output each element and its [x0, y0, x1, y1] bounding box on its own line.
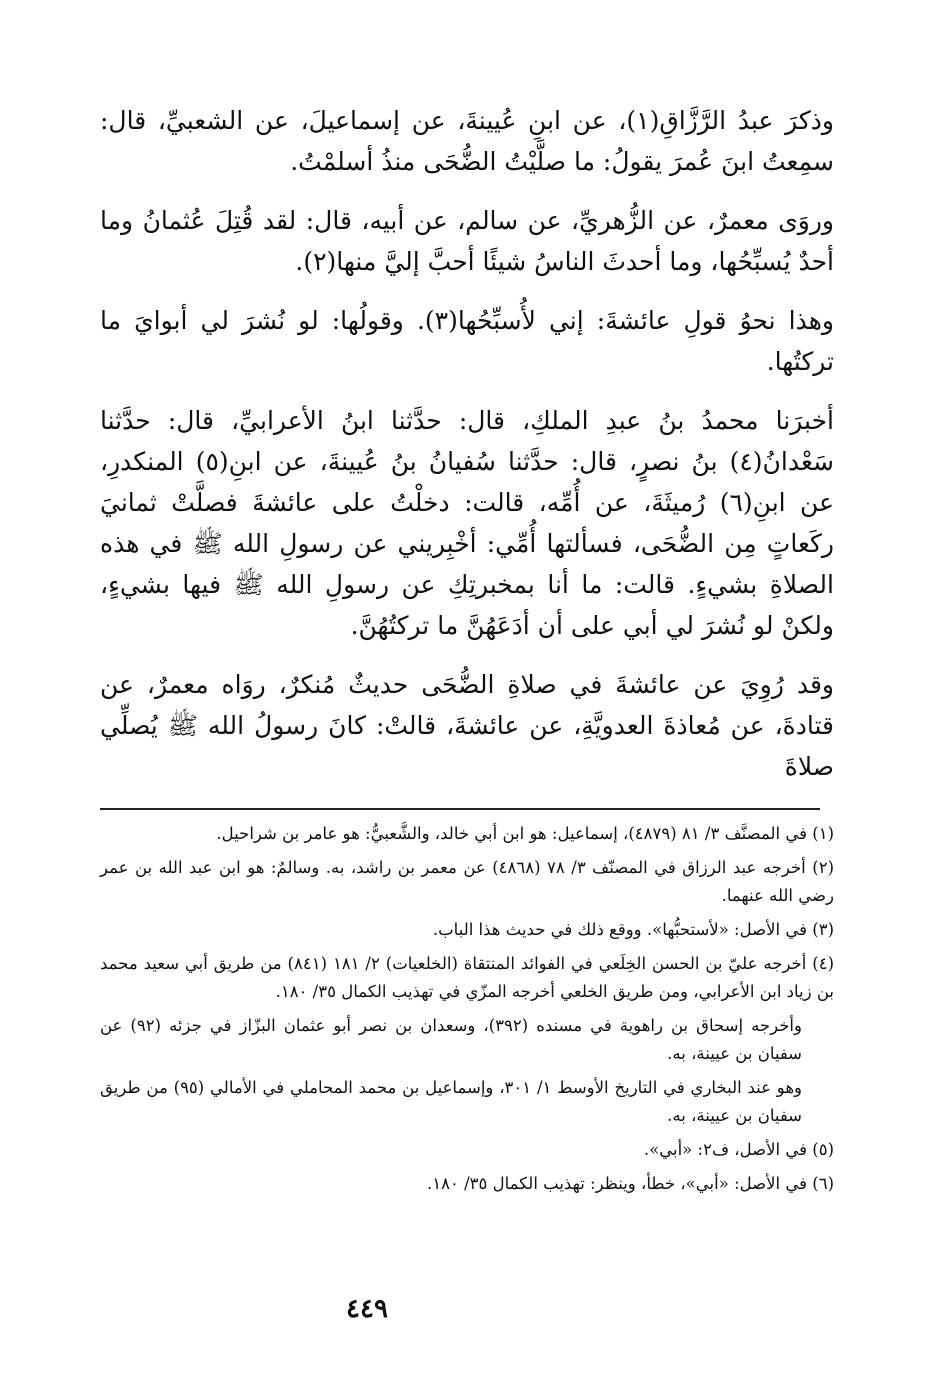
footnote: (٣) في الأصل: «لأستحبُّها». ووقع ذلك في حديث هذا الباب. — [432, 920, 834, 939]
footnote-divider — [100, 808, 820, 810]
paragraph: أخبرَنا محمدُ بنُ عبدِ الملكِ، قال: حدَّثنا ابنُ الأعرابيِّ، قال: حدَّثنا سَعْدانُ(٤) بنُ نصرٍ، قال: حدَّثنا سُفيانُ بنُ عُيينةَ، عن ابنِ(٥) المنكدرِ، عن ابنِ(٦) رُميثَةَ، عن أُمِّه، قالت: دخلْتُ على عائشةَ فصلَّتْ ثمانيَ ركَعاتٍ مِن الضُّحَى، فسألتها أُمِّي: أخْبِريني عن رسولِ الله ﷺ في هذه الصلاةِ بشيءٍ. قالت: ما أنا بمخبرتِكِ عن رسولِ الله ﷺ فيها بشيءٍ، ولكنْ لو نُشرَ لي أبي على أن أدَعَهُنَّ ما تركتُهُنَّ. — [100, 406, 834, 640]
footnotes — [100, 820, 834, 1204]
footnote: (٥) في الأصل، ف٢: «أبي». — [643, 1140, 834, 1159]
paragraph: وذكرَ عبدُ الرَّزَّاقِ(١)، عن ابنِ عُيينةَ، عن إسماعيلَ، عن الشعبيِّ، قال: سمِعتُ ابنَ عُمرَ يقولُ: ما صلَّيْتُ الضُّحَى منذُ أسلمْتُ. — [100, 106, 834, 176]
paragraph: وهذا نحوُ قولِ عائشةَ: إني لأُسبِّحُها(٣). وقولُها: لو نُشرَ لي أبوايَ ما تركتُها. — [100, 306, 834, 376]
book-page — [100, 100, 834, 1193]
footnote-continuation: وأخرجه إسحاق بن راهوية في مسنده (٣٩٢)، وسعدان بن نصر أبو عثمان البزّاز في جزئه (٩٢) عن سفيان بن عيينة، به. — [100, 1016, 802, 1063]
footnote: (١) في المصنَّف ٣/ ٨١ (٤٨٧٩)، إسماعيل: هو ابن أبي خالد، والشَّعبيُّ: هو عامر بن شراحيل. — [216, 824, 834, 843]
footnote: (٢) أخرجه عبد الرزاق في المصنّف ٣/ ٧٨ (٤٨٦٨) عن معمر بن راشد، به. وسالمٌ: هو ابن عبد الله بن عمر رضي الله عنهما. — [100, 858, 834, 905]
paragraph: وروَى معمرٌ، عن الزُّهريِّ، عن سالم، عن أبيه، قال: لقد قُتِلَ عُثمانُ وما أحدٌ يُسبِّحُها، وما أحدثَ الناسُ شيئًا أحبَّ إليَّ منها(٢). — [100, 206, 834, 276]
page-number: ٤٤٩ — [346, 1294, 388, 1324]
footnote: (٤) أخرجه عليّ بن الحسن الخِلَعي في الفوائد المنتقاة (الخلعيات) ٢/ ١٨١ (٨٤١) من طريق أبي سعيد محمد بن زياد ابن الأعرابي، ومن طريق الخلعي أخرجه المزّي في تهذيب الكمال ٣٥/ ١٨٠. — [100, 954, 834, 1001]
paragraph: وقد رُوِيَ عن عائشةَ في صلاةِ الضُّحَى حديثٌ مُنكرٌ، روَاه معمرٌ، عن قتادةَ، عن مُعاذةَ العدويَّةِ، عن عائشةَ، قالتْ: كانَ رسولُ الله ﷺ يُصلِّي صلاةَ — [100, 670, 834, 781]
main-text — [100, 100, 834, 787]
footnote: (٦) في الأصل: «أبي»، خطأ، وينظر: تهذيب الكمال ٣٥/ ١٨٠. — [426, 1174, 834, 1193]
footnote-continuation: وهو عند البخاري في التاريخ الأوسط ١/ ٣٠١، وإسماعيل بن محمد المحاملي في الأمالي (٩٥) من طريق سفيان بن عيينة، به. — [100, 1078, 803, 1125]
